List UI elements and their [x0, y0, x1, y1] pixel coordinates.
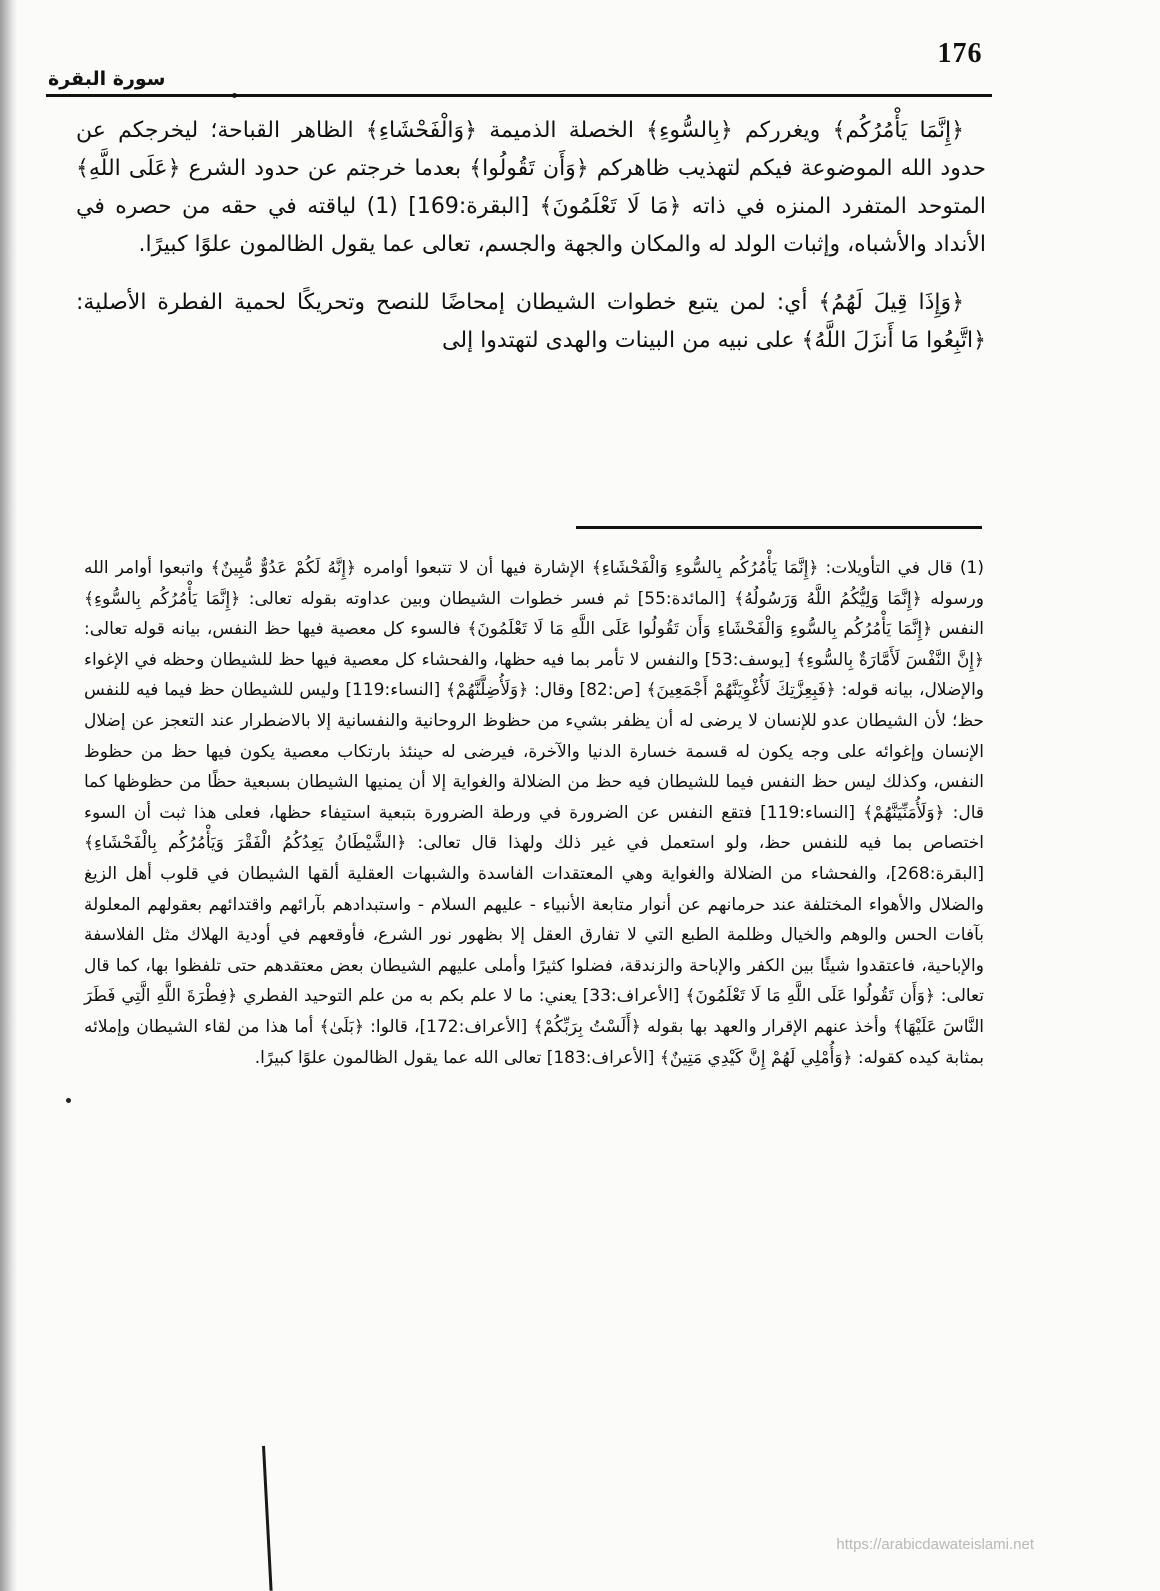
page-number: 176 [937, 38, 983, 69]
footnote-text: (1) قال في التأويلات: ﴿إِنَّمَا يَأْمُرُكُم بِالسُّوءِ وَالْفَحْشَاءِ﴾ الإشارة فيها أن لا تتبعوا أوامره ﴿إِنَّهُ لَكُمْ عَدُوٌّ مُّبِينٌ﴾ واتبعوا أوامر الله ورسوله ﴿إِنَّمَا وَلِيُّكُمُ اللَّهُ وَرَسُولُهُ﴾ [المائدة:55] ثم فسر خطوات الشيطان وبين عداوته بقوله تعالى: ﴿إِنَّمَا يَأْمُرُكُم بِالسُّوءِ﴾ النفس ﴿إِنَّمَا يَأْمُرُكُم بِالسُّوءِ وَالْفَحْشَاءِ وَأَن تَقُولُوا عَلَى اللَّهِ مَا لَا تَعْلَمُونَ﴾ فالسوء كل معصية فيها حظ النفس، بيانه قوله تعالى: ﴿إِنَّ النَّفْسَ لَأَمَّارَةٌ بِالسُّوءِ﴾ [يوسف:53] والنفس لا تأمر بما فيه حظها، والفحشاء كل معصية فيها حظ للشيطان وحظه في الإغواء والإضلال، بيانه قوله: ﴿فَبِعِزَّتِكَ لَأُغْوِيَنَّهُمْ أَجْمَعِينَ﴾ [ص:82] وقال: ﴿وَلَأُضِلَّنَّهُمْ﴾ [النساء:119] وليس للشيطان حظ فيما فيه للنفس حظ؛ لأن الشيطان عدو للإنسان لا يرضى له أن يظفر بشيء من حظوظ الروحانية والنفسانية إلا بالاضطرار عند التعجز عن إضلال الإنسان وإغوائه على وجه يكون له قسمة خسارة الدنيا والآخرة، فيرضى له حينئذ بارتكاب معصية يكون فيها حظ من حظوظ النفس، وكذلك ليس حظ النفس فيما للشيطان فيه حظ من الضلالة والغواية إلا أن يمنيها الشيطان بسبعية حظًا من حظوظها كما قال: ﴿وَلَأُمَنِّيَنَّهُمْ﴾ [النساء:119] فتقع النفس عن الضرورة في ورطة الضرورة بتبعية استيفاء حظها، فعلى هذا ثبت أن السوء اختصاص بما فيه للنفس حظ، ولو استعمل في غير ذلك ولهذا قال تعالى: ﴿الشَّيْطَانُ يَعِدُكُمُ الْفَقْرَ وَيَأْمُرُكُم بِالْفَحْشَاءِ﴾ [البقرة:268]، والفحشاء من الضلالة والغواية وهي المعتقدات الفاسدة والشبهات العقلية ألقها الشيطان في قلوب أهل الزيغ والضلال والأهواء المختلفة عند حرمانهم عن أنوار متابعة الأنبياء - عليهم السلام - واستبدادهم بآرائهم واقتدائهم بعقولهم المعلولة بآفات الحس والوهم والخيال وظلمة الطبع التي لا تفارق العقل إلا بظهور نور الشرع، فأوقعهم في أودية الهلاك مثل الفلاسفة والإباحية، فاعتقدوا شيئًا بين الكفر والإباحة والزندقة، فضلوا كثيرًا وأملى عليهم الشيطان بعض معتقدهم حتى تلفظوا بها، كما قال تعالى: ﴿وَأَن تَقُولُوا عَلَى اللَّهِ مَا لَا تَعْلَمُونَ﴾ [الأعراف:33] يعني: ما لا علم بكم به من علم التوحيد الفطري ﴿فِطْرَةَ اللَّهِ الَّتِي فَطَرَ النَّاسَ عَلَيْهَا﴾ وأخذ عنهم الإقرار والعهد بها بقوله ﴿أَلَسْتُ بِرَبِّكُمْ﴾ [الأعراف:172]، قالوا: ﴿بَلَىٰ﴾ أما هذا من لقاء الشيطان وإملائه بمثابة كيده كقوله: ﴿وَأُمْلِي لَهُمْ إِنَّ كَيْدِي مَتِينٌ﴾ [الأعراف:183] تعالى الله عما يقول الظالمون علوًا كبيرًا. [84, 558, 985, 1068]
page-binding-shadow [0, 0, 18, 1591]
main-text [76, 112, 986, 380]
main-paragraph-1: ﴿إِنَّمَا يَأْمُرُكُم﴾ ويغرركم ﴿بِالسُّوءِ﴾ الخصلة الذميمة ﴿وَالْفَحْشَاءِ﴾ الظاهر القباحة؛ ليخرجكم عن حدود الله الموضوعة فيكم لتهذيب ظاهركم ﴿وَأَن تَقُولُوا﴾ بعدما خرجتم عن حدود الشرع ﴿عَلَى اللَّهِ﴾ المتوحد المتفرد المنزه في ذاته ﴿مَا لَا تَعْلَمُونَ﴾ [البقرة:169] (1) لياقته في حقه من حصره في الأنداد والأشباه، وإثبات الولد له والمكان والجهة والجسم، تعالى عما يقول الظالمون علوًا كبيرًا. [76, 118, 986, 257]
watermark: https://arabicdawateislami.net [836, 1536, 1034, 1553]
header-rule [46, 94, 992, 97]
pen-stroke-mark [262, 1446, 273, 1591]
footnote [84, 553, 984, 1073]
surah-name: سورة البقرة [48, 68, 166, 90]
footnote-separator [576, 526, 982, 529]
speck [66, 1098, 71, 1103]
main-paragraph-2: ﴿وَإِذَا قِيلَ لَهُمُ﴾ أي: لمن يتبع خطوات الشيطان إمحاضًا للنصح وتحريكًا لحمية الفطرة الأصلية: ﴿اتَّبِعُوا مَا أَنزَلَ اللَّهُ﴾ على نبيه من البينات والهدى لتهتدوا إلى [76, 290, 986, 353]
